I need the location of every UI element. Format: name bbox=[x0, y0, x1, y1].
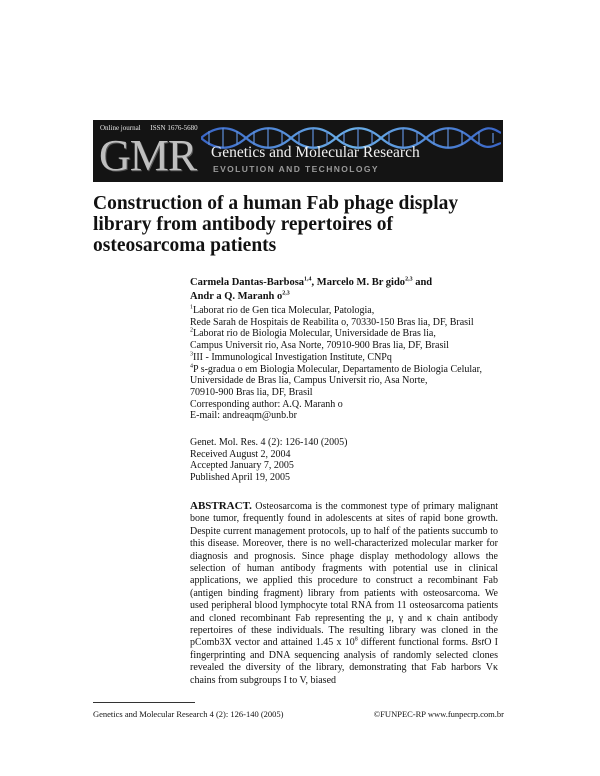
affiliation-line bbox=[190, 352, 482, 364]
journal-name: Genetics and Molecular Research bbox=[211, 144, 420, 161]
author-name: Carmela Dantas-Barbosa bbox=[190, 277, 305, 288]
abstract-heading: ABSTRACT. bbox=[190, 500, 252, 512]
abstract bbox=[190, 500, 498, 687]
affiliation-text: Universidade de Bras lia, Campus Universit rio, Asa Norte, bbox=[190, 375, 428, 387]
abstract-text: Osteosarcoma is the commonest type of primary malignant bone tumor, frequently found in adolescents at sites of rapid bone growth. Despite current management protocols, up to half of the patients succumb to this disease. Moreover, there is no well-characterized molecular marker for diagnosis and prognosis. Since phage display methodology allows the selection of human antibody fragments with potential use in clinical applications, we applied this procedure to construct a recombinant Fab (antigen binding fragment) library from patients with osteosarcoma. We used peripheral blood lymphocyte total RNA from 11 osteosarcoma patients and cloned recombinant Fab representing the μ, γ and κ chain antibody repertoires of these individuals. The resulting library was cloned in the pComb3X vector and attained 1.45 x 10 bbox=[190, 501, 498, 649]
footer-copyright: ©FUNPEC-RP www.funpecrp.com.br bbox=[373, 709, 504, 719]
affiliations bbox=[190, 305, 482, 422]
online-journal-label: Online journal bbox=[100, 124, 141, 132]
affil-sup: 1 bbox=[190, 304, 193, 311]
affiliation-text: Campus Universit rio, Asa Norte, 70910-900 Bras lia, DF, Brasil bbox=[190, 340, 449, 352]
title-line: osteosarcoma patients bbox=[93, 235, 277, 256]
author-name: Andr a Q. Maranh o bbox=[190, 291, 283, 302]
affiliation-line bbox=[190, 387, 482, 399]
affiliation-line bbox=[190, 375, 482, 387]
journal-banner bbox=[93, 120, 503, 182]
affiliation-line bbox=[190, 328, 482, 340]
affil-sup: 4 bbox=[190, 363, 193, 370]
affil-sup: 3 bbox=[190, 351, 193, 358]
affiliation-line bbox=[190, 305, 482, 317]
affiliation-text: Laborat rio de Biologia Molecular, Universidade de Bras lia, bbox=[193, 328, 436, 340]
affiliation-text: Laborat rio de Gen tica Molecular, Patologia, bbox=[193, 305, 375, 316]
title-line: library from antibody repertoires of bbox=[93, 214, 394, 235]
footer-citation: Genetics and Molecular Research 4 (2): 126-140 (2005) bbox=[93, 709, 284, 719]
corresponding-author bbox=[190, 399, 482, 411]
abstract-text: different functional forms. bbox=[357, 637, 472, 649]
author-name: Marcelo M. Br gido bbox=[316, 277, 406, 288]
journal-logo: GMR bbox=[99, 131, 197, 180]
abstract-exponent: 8 bbox=[354, 637, 358, 644]
affiliation-text: 70910-900 Bras lia, DF, Brasil bbox=[190, 386, 313, 398]
author-affil-sup: 2,3 bbox=[282, 290, 290, 297]
citation-line: Genet. Mol. Res. 4 (2): 126-140 (2005) bbox=[190, 437, 348, 448]
abstract-italic: Bst bbox=[471, 637, 485, 649]
affiliation-text: P s-gradua o em Biologia Molecular, Departamento de Biologia Celular, bbox=[193, 363, 483, 375]
abstract-text: O I fingerprinting and DNA sequencing analysis of randomly selected clones revealed the diversity of the library, demonstrating that Fab harbors Vκ chains from subgroups I to V, biased bbox=[190, 637, 498, 686]
journal-tagline: EVOLUTION AND TECHNOLOGY bbox=[213, 164, 379, 174]
author-affil-sup: 1,4 bbox=[304, 276, 312, 283]
article-title bbox=[93, 193, 513, 256]
author-affil-sup: 2,3 bbox=[405, 276, 413, 283]
email-line bbox=[190, 410, 482, 422]
affiliation-line bbox=[190, 340, 482, 352]
affiliation-line bbox=[190, 364, 482, 376]
accepted-date: Accepted January 7, 2005 bbox=[190, 460, 294, 472]
affil-sup: 2 bbox=[190, 328, 193, 335]
affiliation-line bbox=[190, 317, 482, 329]
author-conjunction: and bbox=[412, 277, 433, 288]
publication-info bbox=[190, 437, 347, 484]
affiliation-text: Rede Sarah de Hospitais de Reabilita o, 70330-150 Bras lia, DF, Brasil bbox=[190, 316, 474, 328]
author-line bbox=[190, 290, 432, 304]
email-text: E-mail: andreaqm@unb.br bbox=[190, 410, 297, 422]
corresponding-author-text: Corresponding author: A.Q. Maranh o bbox=[190, 398, 343, 410]
author-separator: , bbox=[311, 277, 317, 288]
author-list bbox=[190, 276, 432, 304]
affiliation-text: III - Immunological Investigation Institute, CNPq bbox=[193, 351, 392, 363]
title-line: Construction of a human Fab phage display bbox=[93, 193, 459, 214]
author-line bbox=[190, 276, 432, 290]
published-date: Published April 19, 2005 bbox=[190, 472, 291, 484]
footer-divider bbox=[93, 702, 195, 703]
issn-label: ISSN 1676-5680 bbox=[150, 124, 198, 132]
received-date: Received August 2, 2004 bbox=[190, 448, 291, 460]
